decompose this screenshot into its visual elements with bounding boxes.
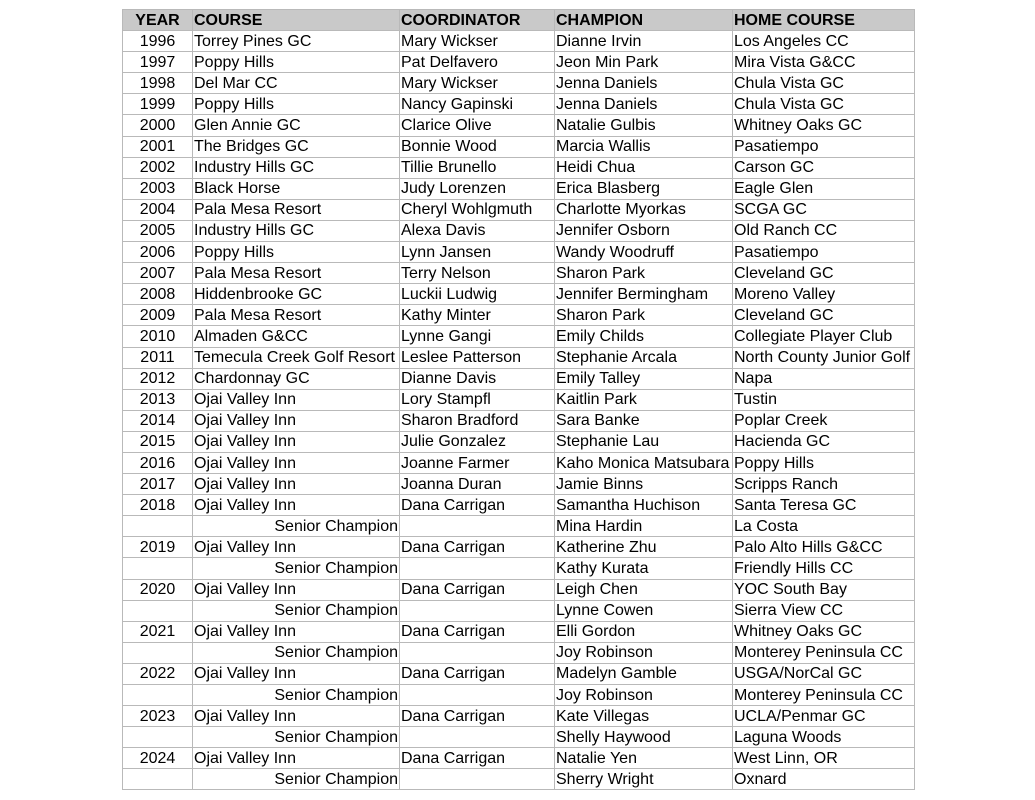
cell-year: 2007 bbox=[123, 263, 193, 284]
cell-home-course: Monterey Peninsula CC bbox=[733, 685, 915, 706]
senior-champion-row bbox=[123, 685, 915, 706]
cell-year: 2000 bbox=[123, 115, 193, 136]
cell-champion: Jenna Daniels bbox=[555, 94, 733, 115]
cell-coordinator: Tillie Brunello bbox=[400, 157, 555, 178]
cell-home-course: Whitney Oaks GC bbox=[733, 621, 915, 642]
cell-course: Industry Hills GC bbox=[193, 220, 400, 241]
cell-year: 2023 bbox=[123, 706, 193, 727]
cell-champion: Stephanie Arcala bbox=[555, 347, 733, 368]
cell-course: Pala Mesa Resort bbox=[193, 199, 400, 220]
cell-coordinator: Nancy Gapinski bbox=[400, 94, 555, 115]
cell-coordinator: Dana Carrigan bbox=[400, 579, 555, 600]
cell-course: Senior Champion bbox=[193, 558, 400, 579]
table-row bbox=[123, 284, 915, 305]
table-row bbox=[123, 157, 915, 178]
table-row bbox=[123, 663, 915, 684]
cell-course: Senior Champion bbox=[193, 642, 400, 663]
table-row bbox=[123, 305, 915, 326]
cell-champion: Sharon Park bbox=[555, 263, 733, 284]
cell-home-course: Poplar Creek bbox=[733, 410, 915, 431]
cell-course: Glen Annie GC bbox=[193, 115, 400, 136]
cell-home-course: Chula Vista GC bbox=[733, 73, 915, 94]
cell-champion: Natalie Yen bbox=[555, 748, 733, 769]
cell-course: Ojai Valley Inn bbox=[193, 621, 400, 642]
cell-course: Senior Champion bbox=[193, 727, 400, 748]
cell-coordinator: Dianne Davis bbox=[400, 368, 555, 389]
cell-home-course: Los Angeles CC bbox=[733, 31, 915, 52]
table-row bbox=[123, 495, 915, 516]
cell-coordinator: Pat Delfavero bbox=[400, 52, 555, 73]
cell-course: Hiddenbrooke GC bbox=[193, 284, 400, 305]
cell-course: Ojai Valley Inn bbox=[193, 389, 400, 410]
table-row bbox=[123, 474, 915, 495]
cell-coordinator: Joanne Farmer bbox=[400, 452, 555, 473]
table-row bbox=[123, 389, 915, 410]
cell-champion: Heidi Chua bbox=[555, 157, 733, 178]
table-row bbox=[123, 706, 915, 727]
cell-champion: Elli Gordon bbox=[555, 621, 733, 642]
cell-year: 2012 bbox=[123, 368, 193, 389]
cell-champion: Charlotte Myorkas bbox=[555, 199, 733, 220]
cell-home-course: Santa Teresa GC bbox=[733, 495, 915, 516]
cell-home-course: Tustin bbox=[733, 389, 915, 410]
cell-home-course: Monterey Peninsula CC bbox=[733, 642, 915, 663]
cell-course: Ojai Valley Inn bbox=[193, 579, 400, 600]
table-row bbox=[123, 199, 915, 220]
cell-home-course: Oxnard bbox=[733, 769, 915, 790]
cell-champion: Leigh Chen bbox=[555, 579, 733, 600]
cell-home-course: West Linn, OR bbox=[733, 748, 915, 769]
cell-coordinator: Cheryl Wohlgmuth bbox=[400, 199, 555, 220]
cell-year: 2021 bbox=[123, 621, 193, 642]
cell-coordinator: Dana Carrigan bbox=[400, 621, 555, 642]
cell-champion: Kaho Monica Matsubara bbox=[555, 452, 733, 473]
table-row bbox=[123, 31, 915, 52]
cell-coordinator: Luckii Ludwig bbox=[400, 284, 555, 305]
cell-home-course: Pasatiempo bbox=[733, 136, 915, 157]
cell-home-course: Friendly Hills CC bbox=[733, 558, 915, 579]
cell-coordinator: Terry Nelson bbox=[400, 263, 555, 284]
cell-home-course: Eagle Glen bbox=[733, 178, 915, 199]
cell-coordinator: Lynne Gangi bbox=[400, 326, 555, 347]
cell-year bbox=[123, 558, 193, 579]
cell-course: Torrey Pines GC bbox=[193, 31, 400, 52]
cell-champion: Dianne Irvin bbox=[555, 31, 733, 52]
cell-home-course: Whitney Oaks GC bbox=[733, 115, 915, 136]
cell-year bbox=[123, 685, 193, 706]
header-home-course: HOME COURSE bbox=[733, 10, 915, 31]
cell-course: The Bridges GC bbox=[193, 136, 400, 157]
table-row bbox=[123, 263, 915, 284]
cell-home-course: Napa bbox=[733, 368, 915, 389]
cell-year: 2022 bbox=[123, 663, 193, 684]
cell-home-course: SCGA GC bbox=[733, 199, 915, 220]
cell-champion: Shelly Haywood bbox=[555, 727, 733, 748]
senior-champion-row bbox=[123, 642, 915, 663]
cell-year: 2014 bbox=[123, 410, 193, 431]
cell-champion: Jenna Daniels bbox=[555, 73, 733, 94]
cell-champion: Jennifer Osborn bbox=[555, 220, 733, 241]
table-row bbox=[123, 136, 915, 157]
cell-champion: Kate Villegas bbox=[555, 706, 733, 727]
cell-course: Temecula Creek Golf Resort bbox=[193, 347, 400, 368]
cell-coordinator: Lory Stampfl bbox=[400, 389, 555, 410]
cell-coordinator: Mary Wickser bbox=[400, 73, 555, 94]
cell-course: Senior Champion bbox=[193, 516, 400, 537]
cell-champion: Madelyn Gamble bbox=[555, 663, 733, 684]
cell-champion: Jeon Min Park bbox=[555, 52, 733, 73]
cell-year: 2006 bbox=[123, 242, 193, 263]
cell-coordinator bbox=[400, 600, 555, 621]
cell-coordinator: Mary Wickser bbox=[400, 31, 555, 52]
cell-course: Pala Mesa Resort bbox=[193, 263, 400, 284]
table-row bbox=[123, 452, 915, 473]
cell-champion: Sara Banke bbox=[555, 410, 733, 431]
cell-champion: Jamie Binns bbox=[555, 474, 733, 495]
table-row bbox=[123, 178, 915, 199]
cell-coordinator: Dana Carrigan bbox=[400, 748, 555, 769]
header-champion: CHAMPION bbox=[555, 10, 733, 31]
cell-champion: Jennifer Bermingham bbox=[555, 284, 733, 305]
table-row bbox=[123, 242, 915, 263]
cell-champion: Lynne Cowen bbox=[555, 600, 733, 621]
cell-course: Poppy Hills bbox=[193, 242, 400, 263]
cell-year bbox=[123, 516, 193, 537]
cell-champion: Wandy Woodruff bbox=[555, 242, 733, 263]
cell-course: Ojai Valley Inn bbox=[193, 663, 400, 684]
senior-champion-row bbox=[123, 516, 915, 537]
cell-year: 2015 bbox=[123, 431, 193, 452]
table-row bbox=[123, 621, 915, 642]
cell-coordinator: Clarice Olive bbox=[400, 115, 555, 136]
cell-year: 2020 bbox=[123, 579, 193, 600]
cell-coordinator: Dana Carrigan bbox=[400, 495, 555, 516]
cell-home-course: Palo Alto Hills G&CC bbox=[733, 537, 915, 558]
cell-year: 2016 bbox=[123, 452, 193, 473]
cell-champion: Stephanie Lau bbox=[555, 431, 733, 452]
table-row bbox=[123, 347, 915, 368]
cell-coordinator bbox=[400, 685, 555, 706]
cell-coordinator: Joanna Duran bbox=[400, 474, 555, 495]
table-row bbox=[123, 94, 915, 115]
cell-champion: Natalie Gulbis bbox=[555, 115, 733, 136]
cell-home-course: Cleveland GC bbox=[733, 305, 915, 326]
cell-home-course: Mira Vista G&CC bbox=[733, 52, 915, 73]
cell-coordinator bbox=[400, 769, 555, 790]
header-course: COURSE bbox=[193, 10, 400, 31]
cell-coordinator: Lynn Jansen bbox=[400, 242, 555, 263]
cell-year: 2001 bbox=[123, 136, 193, 157]
cell-year bbox=[123, 727, 193, 748]
cell-year: 2010 bbox=[123, 326, 193, 347]
cell-course: Ojai Valley Inn bbox=[193, 452, 400, 473]
header-year: YEAR bbox=[123, 10, 193, 31]
cell-champion: Mina Hardin bbox=[555, 516, 733, 537]
cell-year: 2004 bbox=[123, 199, 193, 220]
senior-champion-row bbox=[123, 769, 915, 790]
cell-course: Chardonnay GC bbox=[193, 368, 400, 389]
cell-course: Del Mar CC bbox=[193, 73, 400, 94]
cell-year: 2024 bbox=[123, 748, 193, 769]
cell-year: 1998 bbox=[123, 73, 193, 94]
senior-champion-row bbox=[123, 558, 915, 579]
cell-home-course: Laguna Woods bbox=[733, 727, 915, 748]
cell-year: 2005 bbox=[123, 220, 193, 241]
header-coordinator: COORDINATOR bbox=[400, 10, 555, 31]
table-body bbox=[123, 31, 915, 790]
cell-coordinator bbox=[400, 642, 555, 663]
cell-coordinator: Dana Carrigan bbox=[400, 706, 555, 727]
cell-year: 1997 bbox=[123, 52, 193, 73]
table-row bbox=[123, 73, 915, 94]
cell-champion: Sharon Park bbox=[555, 305, 733, 326]
cell-course: Ojai Valley Inn bbox=[193, 748, 400, 769]
senior-champion-row bbox=[123, 600, 915, 621]
cell-year bbox=[123, 769, 193, 790]
cell-champion: Katherine Zhu bbox=[555, 537, 733, 558]
cell-coordinator bbox=[400, 516, 555, 537]
cell-year: 2018 bbox=[123, 495, 193, 516]
cell-coordinator: Dana Carrigan bbox=[400, 537, 555, 558]
cell-year: 2013 bbox=[123, 389, 193, 410]
cell-year: 2009 bbox=[123, 305, 193, 326]
cell-home-course: Collegiate Player Club bbox=[733, 326, 915, 347]
cell-coordinator: Julie Gonzalez bbox=[400, 431, 555, 452]
cell-home-course: Sierra View CC bbox=[733, 600, 915, 621]
cell-year: 2002 bbox=[123, 157, 193, 178]
cell-coordinator: Sharon Bradford bbox=[400, 410, 555, 431]
cell-course: Ojai Valley Inn bbox=[193, 706, 400, 727]
cell-home-course: Chula Vista GC bbox=[733, 94, 915, 115]
cell-champion: Joy Robinson bbox=[555, 642, 733, 663]
cell-year bbox=[123, 642, 193, 663]
cell-home-course: Poppy Hills bbox=[733, 452, 915, 473]
cell-coordinator: Dana Carrigan bbox=[400, 663, 555, 684]
cell-home-course: Hacienda GC bbox=[733, 431, 915, 452]
table-row bbox=[123, 115, 915, 136]
table-row bbox=[123, 326, 915, 347]
cell-course: Poppy Hills bbox=[193, 94, 400, 115]
cell-coordinator bbox=[400, 558, 555, 579]
table-row bbox=[123, 579, 915, 600]
cell-home-course: Old Ranch CC bbox=[733, 220, 915, 241]
table-row bbox=[123, 431, 915, 452]
cell-course: Senior Champion bbox=[193, 600, 400, 621]
cell-champion: Joy Robinson bbox=[555, 685, 733, 706]
cell-champion: Kathy Kurata bbox=[555, 558, 733, 579]
cell-home-course: Pasatiempo bbox=[733, 242, 915, 263]
table-row bbox=[123, 410, 915, 431]
cell-course: Ojai Valley Inn bbox=[193, 410, 400, 431]
table-row bbox=[123, 52, 915, 73]
cell-course: Black Horse bbox=[193, 178, 400, 199]
cell-home-course: Carson GC bbox=[733, 157, 915, 178]
cell-home-course: USGA/NorCal GC bbox=[733, 663, 915, 684]
cell-course: Poppy Hills bbox=[193, 52, 400, 73]
cell-champion: Emily Childs bbox=[555, 326, 733, 347]
cell-course: Pala Mesa Resort bbox=[193, 305, 400, 326]
cell-year: 1999 bbox=[123, 94, 193, 115]
cell-course: Ojai Valley Inn bbox=[193, 431, 400, 452]
cell-course: Ojai Valley Inn bbox=[193, 474, 400, 495]
table-row bbox=[123, 220, 915, 241]
table-row bbox=[123, 368, 915, 389]
cell-coordinator: Bonnie Wood bbox=[400, 136, 555, 157]
cell-champion: Kaitlin Park bbox=[555, 389, 733, 410]
cell-course: Ojai Valley Inn bbox=[193, 495, 400, 516]
table-row bbox=[123, 537, 915, 558]
header-row bbox=[123, 10, 915, 31]
cell-year: 2003 bbox=[123, 178, 193, 199]
cell-home-course: Scripps Ranch bbox=[733, 474, 915, 495]
cell-home-course: UCLA/Penmar GC bbox=[733, 706, 915, 727]
champions-sheet bbox=[122, 9, 915, 790]
cell-year: 1996 bbox=[123, 31, 193, 52]
cell-home-course: North County Junior Golf bbox=[733, 347, 915, 368]
cell-champion: Emily Talley bbox=[555, 368, 733, 389]
cell-home-course: YOC South Bay bbox=[733, 579, 915, 600]
cell-year bbox=[123, 600, 193, 621]
cell-course: Ojai Valley Inn bbox=[193, 537, 400, 558]
cell-home-course: Cleveland GC bbox=[733, 263, 915, 284]
cell-home-course: Moreno Valley bbox=[733, 284, 915, 305]
cell-champion: Sherry Wright bbox=[555, 769, 733, 790]
cell-year: 2019 bbox=[123, 537, 193, 558]
cell-course: Industry Hills GC bbox=[193, 157, 400, 178]
senior-champion-row bbox=[123, 727, 915, 748]
table-row bbox=[123, 748, 915, 769]
cell-course: Almaden G&CC bbox=[193, 326, 400, 347]
cell-year: 2011 bbox=[123, 347, 193, 368]
cell-champion: Marcia Wallis bbox=[555, 136, 733, 157]
cell-coordinator: Alexa Davis bbox=[400, 220, 555, 241]
cell-home-course: La Costa bbox=[733, 516, 915, 537]
cell-course: Senior Champion bbox=[193, 769, 400, 790]
cell-year: 2008 bbox=[123, 284, 193, 305]
cell-year: 2017 bbox=[123, 474, 193, 495]
champions-table bbox=[122, 9, 915, 790]
cell-course: Senior Champion bbox=[193, 685, 400, 706]
cell-coordinator: Leslee Patterson bbox=[400, 347, 555, 368]
cell-champion: Erica Blasberg bbox=[555, 178, 733, 199]
cell-coordinator: Kathy Minter bbox=[400, 305, 555, 326]
cell-champion: Samantha Huchison bbox=[555, 495, 733, 516]
cell-coordinator: Judy Lorenzen bbox=[400, 178, 555, 199]
cell-coordinator bbox=[400, 727, 555, 748]
